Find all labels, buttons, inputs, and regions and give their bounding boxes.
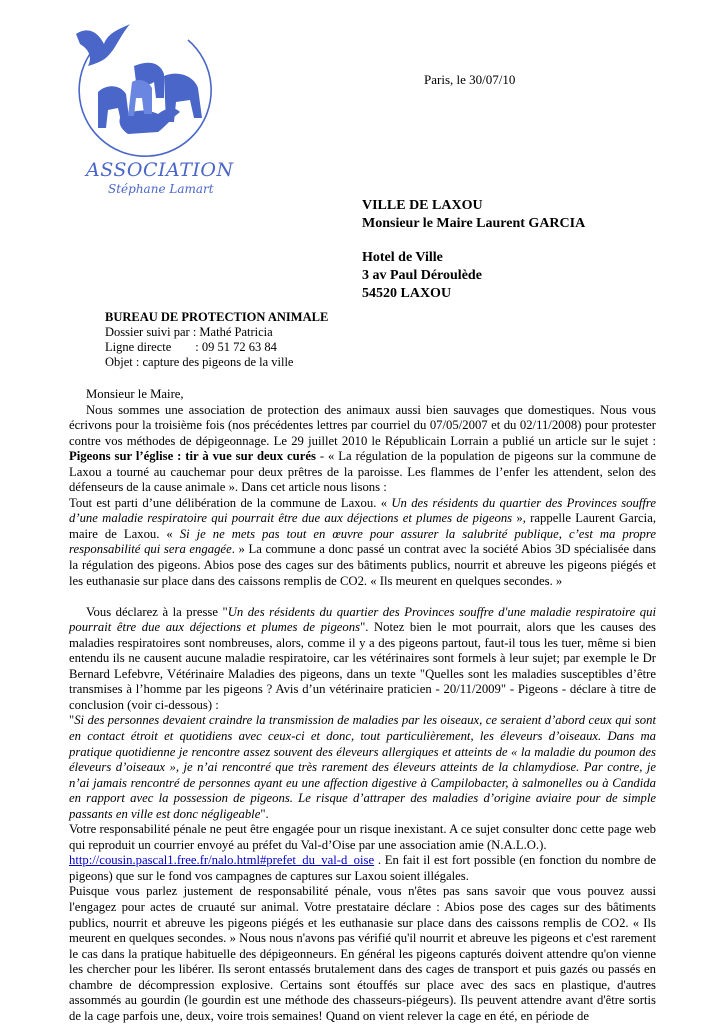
logo-founder-name: Stéphane Lamart — [108, 182, 214, 196]
p2-text-c: . » La commune a donc passé un contrat avec la société Abios 3D spécialisée dans la régulation des pigeons. Abios pose des cages sur des bâtiments publics, nourrit et abreuve les pigeons piégés et les euthanasie sur place dans des caissons remplis de CO2. « Ils meurent en quelques secondes. » — [69, 542, 656, 588]
p2-quote-1: Un des résidents du quartier des Provinces souffre d’une maladie respiratoire qui pourrait être due aux déjections et plumes de pigeons — [69, 495, 657, 526]
p3-text-a: Vous déclarez à la presse " — [86, 604, 228, 619]
recipient-street: 3 av Paul Déroulède — [362, 268, 482, 283]
phone-label: Ligne directe — [105, 340, 172, 354]
association-logo — [68, 22, 234, 196]
paragraph-1 — [69, 403, 656, 496]
p2-text-b: », rappelle Laurent Garcia, maire de Laxou. « — [69, 511, 656, 541]
sender-bureau-block — [105, 310, 328, 370]
p1-article-title: Pigeons sur l’église : tir à vue sur deux curés — [69, 449, 316, 464]
recipient-person: Monsieur le Maire Laurent GARCIA — [362, 216, 586, 231]
paragraph-3 — [69, 605, 656, 714]
letter-date: Paris, le 30/07/10 — [424, 72, 516, 87]
bureau-dossier: Dossier suivi par : Mathé Patricia — [105, 325, 273, 339]
p4-open-quote: " — [69, 713, 75, 728]
paragraph-4 — [69, 713, 656, 822]
paragraph-2 — [69, 496, 656, 589]
nalo-link[interactable]: http://cousin.pascal1.free.fr/nalo.html#prefet_du_val-d_oise — [69, 853, 375, 868]
paragraph-6: Puisque vous parlez justement de responsabilité pénale, vous n'êtes pas sans savoir que vous pouvez aussi l'engagez pour actes de cruauté sur animal. Votre prestataire déclare : Abios pose des cages sur des bâtiments publics, nourrit et abreuve les pigeons piégés et les euthanasie sur place dans des caissons remplis de CO2. « Ils meurent en quelques secondes. » Nous nous n'avons pas vérifié qu'il nourrit et abreuve les pigeons et c'est rarement le cas dans la pratique habituelle des dépigeonneurs. En général les pigeons capturés doivent attendre qu'on vienne les chercher pour les libérer. Ils seront entassés brutalement dans des cages de transport et puis gazés ou passés en chambre de décompression explosive. Certains sont étouffés sur place avec des sacs en plastique, d'autres assommés au gourdin (le gourdin est une méthode des chasseurs-piégeurs). Ils peuvent attendre avant d'être sortis de la cage parfois une, deux, voire trois semaines! Quand on vient relever la cage en été, en période de — [69, 884, 656, 1023]
logo-association-text: ASSOCIATION — [86, 159, 234, 181]
phone-value: : 09 51 72 63 84 — [195, 340, 277, 354]
recipient-building: Hotel de Ville — [362, 250, 443, 265]
recipient-address — [362, 197, 585, 303]
p2-text-a: Tout est parti d’une délibération de la commune de Laxou. « — [69, 495, 392, 510]
recipient-town: VILLE DE LAXOU — [362, 198, 483, 213]
p4-vet-quote: Si des personnes devaient craindre la transmission de maladies par les oiseaux, ce seraient d’abord ceux qui sont en contact étroit et quotidiens avec ceux-ci et donc, tout particulièrement, les éleveurs d’oiseaux. Dans ma pratique quotidienne je rencontre assez souvent des éleveurs allergiques et atteints de « la maladie du poumon des éleveurs d’oiseaux », je n’ai rencontré que très rarement des éleveurs atteints de la chlamydiose. Par contre, je n’ai jamais rencontré de personnes ayant eu une affection digestive à Campilobacter, à salmonelles ou à Candida en rapport avec la possession de pigeons. Le risque d’attraper des maladies d’origine aviaire pour de simple passants en ville est donc négligeable — [69, 713, 656, 821]
bureau-phone-line — [105, 340, 328, 355]
paragraph-5 — [69, 822, 656, 884]
salutation: Monsieur le Maire, — [86, 387, 184, 401]
p4-close-quote: ". — [260, 806, 269, 821]
p5-text-b: . En fait il est fort possible (en fonction du nombre de pigeons) que sur le fond vos campagnes de captures sur Laxou soient illégales. — [69, 853, 656, 883]
p2-quote-2: Si je ne mets pas tout en œuvre pour assurer la salubrité publique, c’est ma propre responsabilité qui sera engagée — [69, 526, 656, 557]
p3-quote: Un des résidents du quartier des Provinces souffre d'une maladie respiratoire qui pourrait être due aux déjections et plumes de pigeons — [69, 604, 657, 635]
animals-silhouette-icon — [68, 22, 216, 162]
p1-text-a: Nous sommes une association de protection des animaux aussi bien sauvages que domestiques. Nous vous écrivons pour la troisième fois (nos précédentes lettres par courriel du 07/05/2007 et du 02/11/2008) pour protester contre vos méthodes de dépigeonnage. Le 29 juillet 2010 le Républicain Lorrain a publié un article sur le sujet : — [69, 402, 656, 448]
p1-text-b: - « La régulation de la population de pigeons sur la commune de Laxou a tourné au cauchemar pour deux prêtres de la paroisse. Les flammes de l’enfer les attendent, selon des défenseurs de la cause animale ». Dans cet article nous lisons : — [69, 449, 657, 495]
p3-text-b: ". Notez bien le mot pourrait, alors que les causes des maladies respiratoires sont nombreuses, alors, comme il y a des pigeons partout, faut-il tous les tuer, même si bien entendu ils ne causent aucune maladie respiratoire, car les vétérinaires sont formels à leur sujet; par exemple le Dr Bernard Lefebvre, Vétérinaire Maladies des pigeons, dans un texte "Quelles sont les maladies susceptibles d’être transmises à l’homme par les pigeons ? Avis d’un vétérinaire praticien - 20/11/2009" - Pigeons - déclare à titre de conclusion (voir ci-dessous) : — [69, 620, 656, 712]
letter-body — [69, 387, 656, 1024]
bureau-title: BUREAU DE PROTECTION ANIMALE — [105, 310, 329, 324]
bureau-subject: Objet : capture des pigeons de la ville — [105, 355, 294, 369]
p5-text-a: Votre responsabilité pénale ne peut être engagée pour un risque inexistant. A ce sujet consulter donc cette page web qui reproduit un courrier envoyé au préfet du Val-d’Oise par une association amie (N.A.L.O.). — [69, 822, 656, 852]
recipient-postcode: 54520 LAXOU — [362, 286, 452, 301]
